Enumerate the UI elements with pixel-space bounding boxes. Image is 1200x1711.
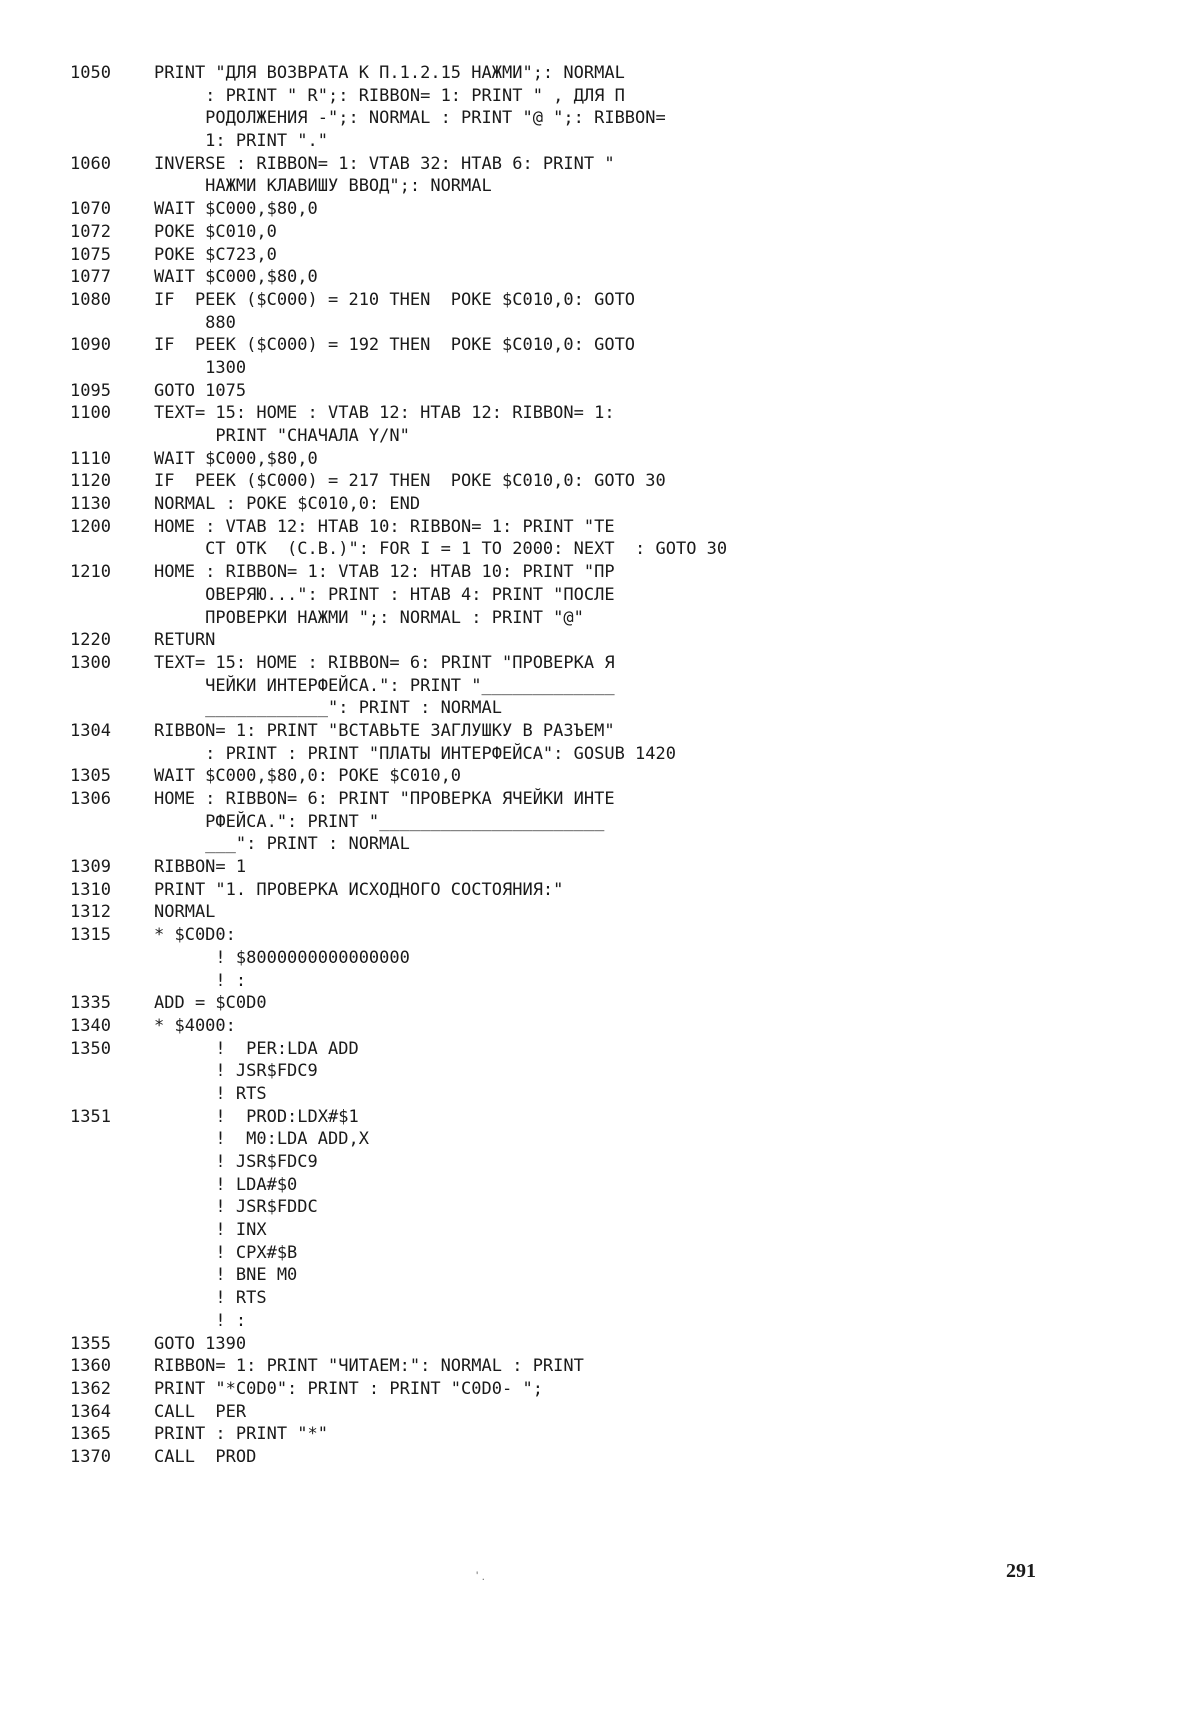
scan-mark: ' . — [476, 1569, 485, 1583]
line-number: 1340 — [70, 1015, 111, 1036]
code-line — [70, 1128, 1130, 1151]
code-line — [70, 1423, 1130, 1446]
code-line — [70, 221, 1130, 244]
code-line — [70, 448, 1130, 471]
code-text: РФЕЙСА.": PRINT "______________________ — [154, 811, 605, 832]
code-line — [70, 765, 1130, 788]
code-line — [70, 811, 1130, 834]
code-line — [70, 607, 1130, 630]
code-text: HOME : RIBBON= 1: VTAB 12: HTAB 10: PRINT "ПР — [154, 562, 615, 583]
code-text: ! PER:LDA ADD — [154, 1038, 359, 1059]
code-text: RIBBON= 1: PRINT "ЧИТАЕМ:": NORMAL : PRINT — [154, 1356, 584, 1377]
line-number: 1300 — [70, 652, 111, 673]
code-line — [70, 1378, 1130, 1401]
code-text: PRINT "1. ПРОВЕРКА ИСХОДНОГО СОСТОЯНИЯ:" — [154, 879, 564, 900]
code-line — [70, 652, 1130, 675]
code-text: ! LDA#$0 — [154, 1174, 298, 1195]
code-text: RIBBON= 1: PRINT "ВСТАВЬТЕ ЗАГЛУШКУ В РАЗЪЕМ" — [154, 720, 615, 741]
code-line — [70, 720, 1130, 743]
code-text: ! M0:LDA ADD,X — [154, 1129, 369, 1150]
code-text: CALL PROD — [154, 1446, 257, 1467]
line-number: 1110 — [70, 448, 111, 469]
code-text: ! CPX#$B — [154, 1242, 298, 1263]
code-line — [70, 1242, 1130, 1265]
code-line — [70, 402, 1130, 425]
line-number: 1120 — [70, 471, 111, 492]
code-line — [70, 130, 1130, 153]
code-line — [70, 1106, 1130, 1129]
code-line — [70, 1219, 1130, 1242]
code-text: ! RTS — [154, 1288, 267, 1309]
code-line — [70, 1174, 1130, 1197]
code-text: ___": PRINT : NORMAL — [154, 834, 410, 855]
line-number: 1130 — [70, 494, 111, 515]
line-number: 1090 — [70, 335, 111, 356]
line-number: 1315 — [70, 925, 111, 946]
line-number: 1360 — [70, 1356, 111, 1377]
code-line — [70, 743, 1130, 766]
code-text: РОДОЛЖЕНИЯ -";: NORMAL : PRINT "@ ";: RIBBON= — [154, 108, 666, 129]
line-number: 1060 — [70, 153, 111, 174]
code-text: POKE $C723,0 — [154, 244, 277, 265]
code-text: PRINT "ДЛЯ ВОЗВРАТА К П.1.2.15 НАЖМИ";: NORMAL — [154, 63, 625, 83]
code-line — [70, 198, 1130, 221]
code-text: ! $8000000000000000 — [154, 947, 410, 968]
code-text: PRINT "СНАЧАЛА Y/N" — [154, 426, 410, 446]
line-number: 1070 — [70, 199, 111, 220]
code-line — [70, 425, 1130, 448]
code-text: IF PEEK ($C000) = 217 THEN POKE $C010,0: GOTO 30 — [154, 471, 666, 492]
code-line — [70, 1151, 1130, 1174]
line-number: 1072 — [70, 221, 111, 242]
code-line — [70, 1083, 1130, 1106]
code-line — [70, 856, 1130, 879]
code-line — [70, 1264, 1130, 1287]
code-text: 1: PRINT "." — [154, 131, 328, 152]
code-line — [70, 970, 1130, 993]
code-text: ! JSR$FDC9 — [154, 1152, 318, 1172]
code-text: ! JSR$FDDC — [154, 1197, 318, 1218]
code-text: ! : — [154, 970, 247, 991]
code-text: ! PROD:LDX#$1 — [154, 1106, 359, 1127]
code-line — [70, 561, 1130, 584]
code-line — [70, 1060, 1130, 1083]
code-line — [70, 1401, 1130, 1424]
code-text: WAIT $C000,$80,0: POKE $C010,0 — [154, 766, 462, 787]
code-line — [70, 1015, 1130, 1038]
code-text: * $C0D0: — [154, 925, 236, 946]
code-line — [70, 992, 1130, 1015]
code-line — [70, 538, 1130, 561]
code-line — [70, 1310, 1130, 1333]
line-number: 1305 — [70, 766, 111, 787]
code-line — [70, 879, 1130, 902]
code-text: CALL PER — [154, 1401, 247, 1422]
code-text: ! JSR$FDC9 — [154, 1061, 318, 1082]
line-number: 1309 — [70, 857, 111, 878]
code-line — [70, 470, 1130, 493]
line-number: 1362 — [70, 1378, 111, 1399]
code-line — [70, 1355, 1130, 1378]
code-text: ADD = $C0D0 — [154, 993, 267, 1014]
code-line — [70, 289, 1130, 312]
code-text: PRINT : PRINT "*" — [154, 1424, 328, 1445]
code-text: NORMAL — [154, 902, 216, 923]
line-number: 1050 — [70, 63, 111, 83]
code-line — [70, 334, 1130, 357]
code-text: : PRINT : PRINT "ПЛАТЫ ИНТЕРФЕЙСА": GOSUB 1420 — [154, 743, 676, 764]
code-text: 1300 — [154, 357, 247, 378]
code-line — [70, 244, 1130, 267]
code-text: POKE $C010,0 — [154, 221, 277, 242]
code-text: ЧЕЙКИ ИНТЕРФЕЙСА.": PRINT "_____________ — [154, 675, 615, 696]
code-text: INVERSE : RIBBON= 1: VTAB 32: HTAB 6: PRINT " — [154, 153, 615, 174]
line-number: 1095 — [70, 380, 111, 401]
code-line — [70, 357, 1130, 380]
code-line — [70, 380, 1130, 403]
code-text: PRINT "*C0D0": PRINT : PRINT "C0D0- "; — [154, 1378, 543, 1399]
line-number: 1310 — [70, 879, 111, 900]
line-number: 1220 — [70, 630, 111, 651]
code-line — [70, 1038, 1130, 1061]
code-line — [70, 924, 1130, 947]
code-text: ! BNE M0 — [154, 1265, 298, 1286]
line-number: 1210 — [70, 562, 111, 583]
line-number: 1364 — [70, 1401, 111, 1422]
code-line — [70, 788, 1130, 811]
line-number: 1200 — [70, 516, 111, 537]
code-text: WAIT $C000,$80,0 — [154, 199, 318, 220]
code-line — [70, 175, 1130, 198]
line-number: 1355 — [70, 1333, 111, 1354]
line-number: 1351 — [70, 1106, 111, 1127]
code-line — [70, 62, 1130, 85]
code-text: 880 — [154, 312, 236, 333]
code-line — [70, 266, 1130, 289]
line-number: 1100 — [70, 403, 111, 424]
code-text: IF PEEK ($C000) = 210 THEN POKE $C010,0: GOTO — [154, 289, 636, 310]
code-text: TEXT= 15: HOME : RIBBON= 6: PRINT "ПРОВЕРКА Я — [154, 652, 615, 673]
code-text: NORMAL : POKE $C010,0: END — [154, 494, 421, 515]
code-line — [70, 1287, 1130, 1310]
code-line — [70, 1333, 1130, 1356]
code-line — [70, 675, 1130, 698]
code-line — [70, 1196, 1130, 1219]
code-text: GOTO 1075 — [154, 380, 247, 401]
line-number: 1312 — [70, 902, 111, 923]
code-line — [70, 107, 1130, 130]
line-number: 1365 — [70, 1424, 111, 1445]
line-number: 1335 — [70, 993, 111, 1014]
line-number: 1077 — [70, 267, 111, 288]
code-text: TEXT= 15: HOME : VTAB 12: HTAB 12: RIBBON= 1: — [154, 403, 615, 424]
code-text: HOME : VTAB 12: HTAB 10: RIBBON= 1: PRINT "TE — [154, 516, 615, 537]
code-line — [70, 833, 1130, 856]
code-text: ! : — [154, 1310, 247, 1331]
code-line — [70, 584, 1130, 607]
code-line — [70, 1446, 1130, 1469]
line-number: 1080 — [70, 289, 111, 310]
code-text: RIBBON= 1 — [154, 857, 247, 878]
code-text: : PRINT " R";: RIBBON= 1: PRINT " , ДЛЯ П — [154, 85, 625, 106]
code-line — [70, 697, 1130, 720]
code-text: GOTO 1390 — [154, 1333, 247, 1354]
code-listing — [70, 62, 1130, 1469]
code-line — [70, 493, 1130, 516]
line-number: 1370 — [70, 1446, 111, 1467]
line-number: 1075 — [70, 244, 111, 265]
code-line — [70, 901, 1130, 924]
code-text: ОВЕРЯЮ...": PRINT : HTAB 4: PRINT "ПОСЛЕ — [154, 584, 615, 605]
code-text: IF PEEK ($C000) = 192 THEN POKE $C010,0: GOTO — [154, 335, 636, 356]
code-text: ПРОВЕРКИ НАЖМИ ";: NORMAL : PRINT "@" — [154, 607, 584, 628]
code-text: НАЖМИ КЛАВИШУ ВВОД";: NORMAL — [154, 176, 492, 197]
code-line — [70, 312, 1130, 335]
line-number: 1304 — [70, 720, 111, 741]
page-number: 291 — [1006, 1560, 1036, 1582]
code-text: HOME : RIBBON= 6: PRINT "ПРОВЕРКА ЯЧЕЙКИ ИНТЕ — [154, 789, 615, 809]
line-number: 1350 — [70, 1038, 111, 1059]
code-line — [70, 516, 1130, 539]
code-text: WAIT $C000,$80,0 — [154, 448, 318, 469]
line-number: 1306 — [70, 789, 111, 809]
code-line — [70, 85, 1130, 108]
code-text: CT OTK (C.B.)": FOR I = 1 TO 2000: NEXT : GOTO 30 — [154, 539, 728, 560]
code-text: * $4000: — [154, 1015, 236, 1036]
code-text: ! RTS — [154, 1083, 267, 1104]
code-text: RETURN — [154, 630, 216, 651]
code-line — [70, 153, 1130, 176]
code-line — [70, 947, 1130, 970]
code-text: ____________": PRINT : NORMAL — [154, 698, 502, 719]
code-text: WAIT $C000,$80,0 — [154, 267, 318, 288]
code-line — [70, 629, 1130, 652]
code-text: ! INX — [154, 1220, 267, 1241]
